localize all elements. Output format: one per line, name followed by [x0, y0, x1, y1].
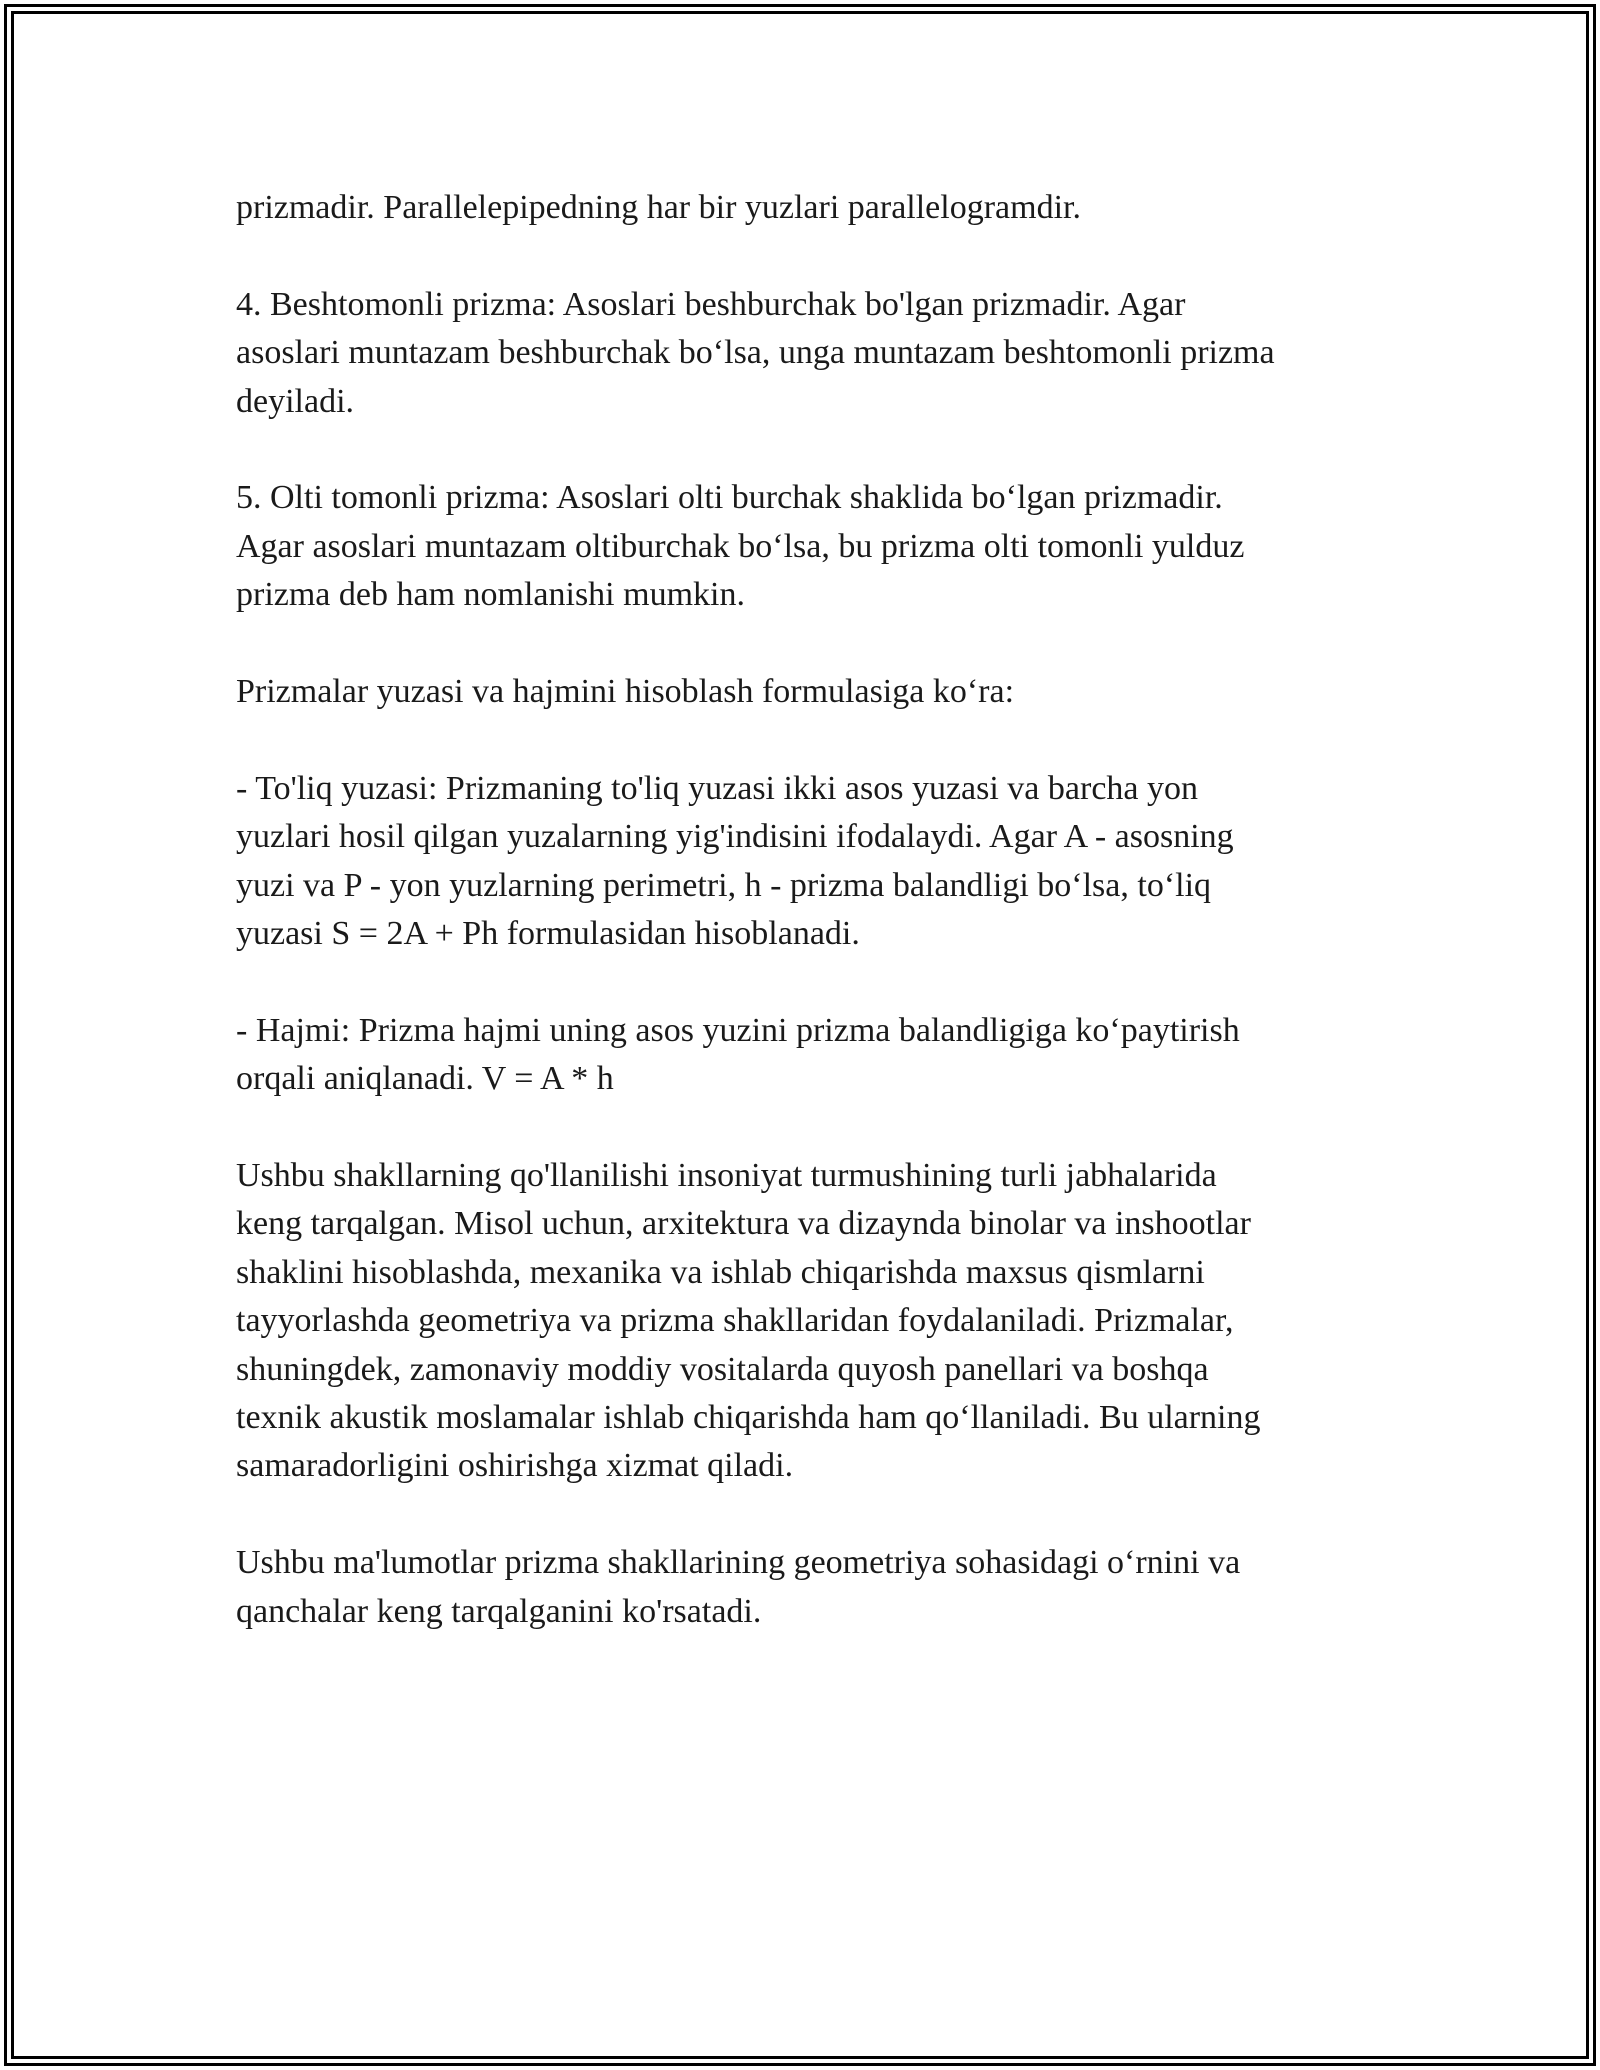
paragraph-parallelepiped-continuation: prizmadir. Parallelepipedning har bir yuzlari parallelogramdir.: [236, 189, 1081, 226]
document-body: [236, 184, 1376, 1636]
paragraph-applications: Ushbu shakllarning qo'llanilishi insoniyat turmushining turli jabhalarida keng tarqalgan. Misol uchun, arxitektura va dizaynda binolar va inshootlar shaklini hisoblashda, mexanika va ishlab chiqarishda maxsus qismlarni tayyorlashda geometriya va prizma shakllaridan foydalaniladi. Prizmalar, shuningdek, zamonaviy moddiy vositalarda quyosh panellari va boshqa texnik akustik moslamalar ishlab chiqarishda ham qo‘llaniladi. Bu ularning samaradorligini oshirishga xizmat qiladi.: [236, 1157, 1261, 1485]
paragraph-volume: - Hajmi: Prizma hajmi uning asos yuzini prizma balandligiga ko‘paytirish orqali aniqlanadi. V = A * h: [236, 1011, 1240, 1098]
paragraph-hexagonal-prism: 5. Olti tomonli prizma: Asoslari olti burchak shaklida bo‘lgan prizmadir. Agar asoslari muntazam oltiburchak bo‘lsa, bu prizma olti tomonli yulduz prizma deb ham nomlanishi mumkin.: [236, 479, 1245, 614]
paragraph-pentagonal-prism: 4. Beshtomonli prizma: Asoslari beshburchak bo'lgan prizmadir. Agar asoslari muntazam beshburchak bo‘lsa, unga muntazam beshtomonli prizma deyiladi.: [236, 285, 1275, 420]
paragraph-conclusion: Ushbu ma'lumotlar prizma shakllarining geometriya sohasidagi o‘rnini va qanchalar keng tarqalganini ko'rsatadi.: [236, 1544, 1241, 1630]
paragraph-total-surface-area: - To'liq yuzasi: Prizmaning to'liq yuzasi ikki asos yuzasi va barcha yon yuzlari hosil qilgan yuzalarning yig'indisini ifodalaydi. Agar A - asosning yuzi va P - yon yuzlarning perimetri, h - prizma balandligi bo‘lsa, to‘liq yuzasi S = 2A + Ph formulasidan hisoblanadi.: [236, 769, 1234, 953]
paragraph-formulas-intro: Prizmalar yuzasi va hajmini hisoblash formulasiga ko‘ra:: [236, 673, 1015, 711]
